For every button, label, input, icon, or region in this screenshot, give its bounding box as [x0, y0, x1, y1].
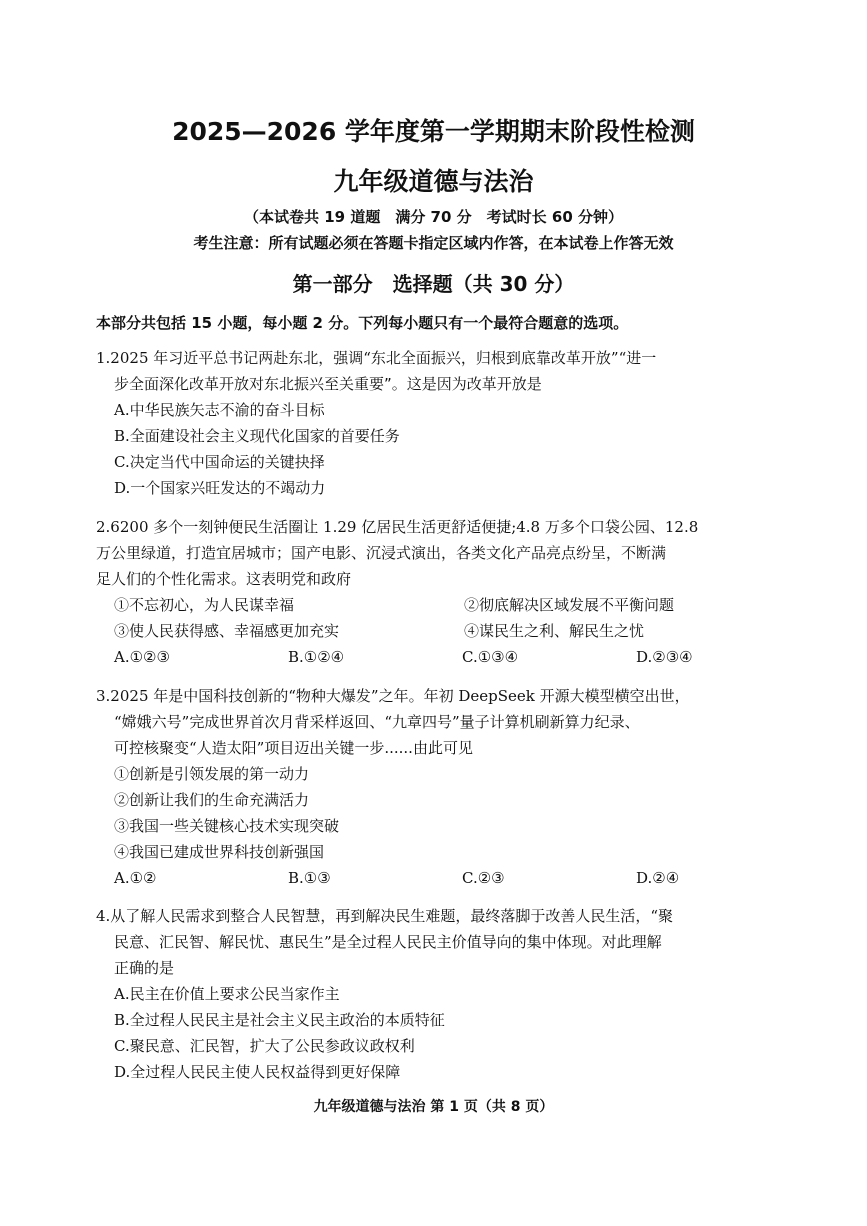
- question-stem-line: “嫦娥六号”完成世界首次月背采样返回、“九章四号”量子计算机刷新算力纪录、: [114, 713, 640, 731]
- statement-1: ①创新是引领发展的第一动力: [114, 765, 310, 783]
- question-stem-line: 正确的是: [114, 959, 175, 977]
- statement-2: ②彻底解决区域发展不平衡问题: [464, 596, 675, 614]
- page-footer: 九年级道德与法治 第 1 页（共 8 页）: [313, 1099, 554, 1115]
- statement-3: ③我国一些关键核心技术实现突破: [114, 817, 340, 835]
- choice-a: A.①②③: [114, 648, 170, 666]
- exam-notice: 考生注意：所有试题必须在答题卡指定区域内作答，在本试卷上作答无效: [193, 234, 674, 252]
- choice-a: A.①②: [114, 869, 157, 887]
- question-stem-line: 足人们的个性化需求。这表明党和政府: [96, 570, 352, 588]
- statement-grid: [96, 592, 782, 644]
- option-c: C.聚民意、汇民智，扩大了公民参政议政权利: [114, 1037, 415, 1055]
- question-stem-line: 1.2025 年习近平总书记两赴东北，强调“东北全面振兴，归根到底靠改革开放”“进一: [96, 349, 657, 367]
- statement-3: ③使人民获得感、幸福感更加充实: [114, 622, 340, 640]
- choice-row: [96, 865, 782, 891]
- question-stem-line: 4.从了解人民需求到整合人民智慧，再到解决民生难题，最终落脚于改善人民生活，“聚: [96, 907, 673, 925]
- choice-row: [96, 644, 782, 670]
- question-3: [96, 683, 782, 891]
- choice-d: D.②④: [636, 869, 680, 887]
- choice-d: D.②③④: [636, 648, 693, 666]
- statement-1: ①不忘初心，为人民谋幸福: [114, 596, 295, 614]
- exam-title: 2025—2026 学年度第一学期期末阶段性检测: [172, 117, 695, 146]
- choice-c: C.②③: [462, 869, 505, 887]
- option-d: D.一个国家兴旺发达的不竭动力: [114, 479, 326, 497]
- option-b: B.全过程人民民主是社会主义民主政治的本质特征: [114, 1011, 445, 1029]
- choice-b: B.①③: [288, 869, 331, 887]
- question-2: [96, 514, 782, 670]
- option-a: A.中华民族矢志不渝的奋斗目标: [114, 401, 325, 419]
- question-stem-line: 民意、汇民智、解民忧、惠民生”是全过程人民民主价值导向的集中体现。对此理解: [114, 933, 662, 951]
- question-stem-line: 3.2025 年是中国科技创新的“物种大爆发”之年。年初 DeepSeek 开源大模型横空出世，: [96, 687, 690, 705]
- statement-2: ②创新让我们的生命充满活力: [114, 791, 310, 809]
- section-intro: 本部分共包括 15 小题，每小题 2 分。下列每小题只有一个最符合题意的选项。: [96, 314, 629, 332]
- option-b: B.全面建设社会主义现代化国家的首要任务: [114, 427, 400, 445]
- exam-subtitle: 九年级道德与法治: [333, 167, 534, 196]
- question-1: [96, 345, 782, 501]
- question-stem-line: 2.6200 多个一刻钟便民生活圈让 1.29 亿居民生活更舒适便捷;4.8 万多个口袋公园、12.8: [96, 518, 699, 536]
- option-c: C.决定当代中国命运的关键抉择: [114, 453, 325, 471]
- section-title: 第一部分 选择题（共 30 分）: [292, 272, 575, 296]
- option-a: A.民主在价值上要求公民当家作主: [114, 985, 340, 1003]
- option-d: D.全过程人民民主使人民权益得到更好保障: [114, 1063, 401, 1081]
- exam-info: （本试卷共 19 道题 满分 70 分 考试时长 60 分钟）: [244, 208, 623, 226]
- question-stem-line: 步全面深化改革开放对东北振兴至关重要”。这是因为改革开放是: [114, 375, 542, 393]
- statement-4: ④我国已建成世界科技创新强国: [114, 843, 325, 861]
- choice-b: B.①②④: [288, 648, 345, 666]
- question-4: [96, 903, 782, 1085]
- question-stem-line: 万公里绿道，打造宜居城市；国产电影、沉浸式演出，各类文化产品亮点纷呈，不断满: [96, 544, 667, 562]
- statement-4: ④谋民生之利、解民生之忧: [464, 622, 645, 640]
- question-stem-line: 可控核聚变“人造太阳”项目迈出关键一步......由此可见: [114, 739, 473, 757]
- choice-c: C.①③④: [462, 648, 519, 666]
